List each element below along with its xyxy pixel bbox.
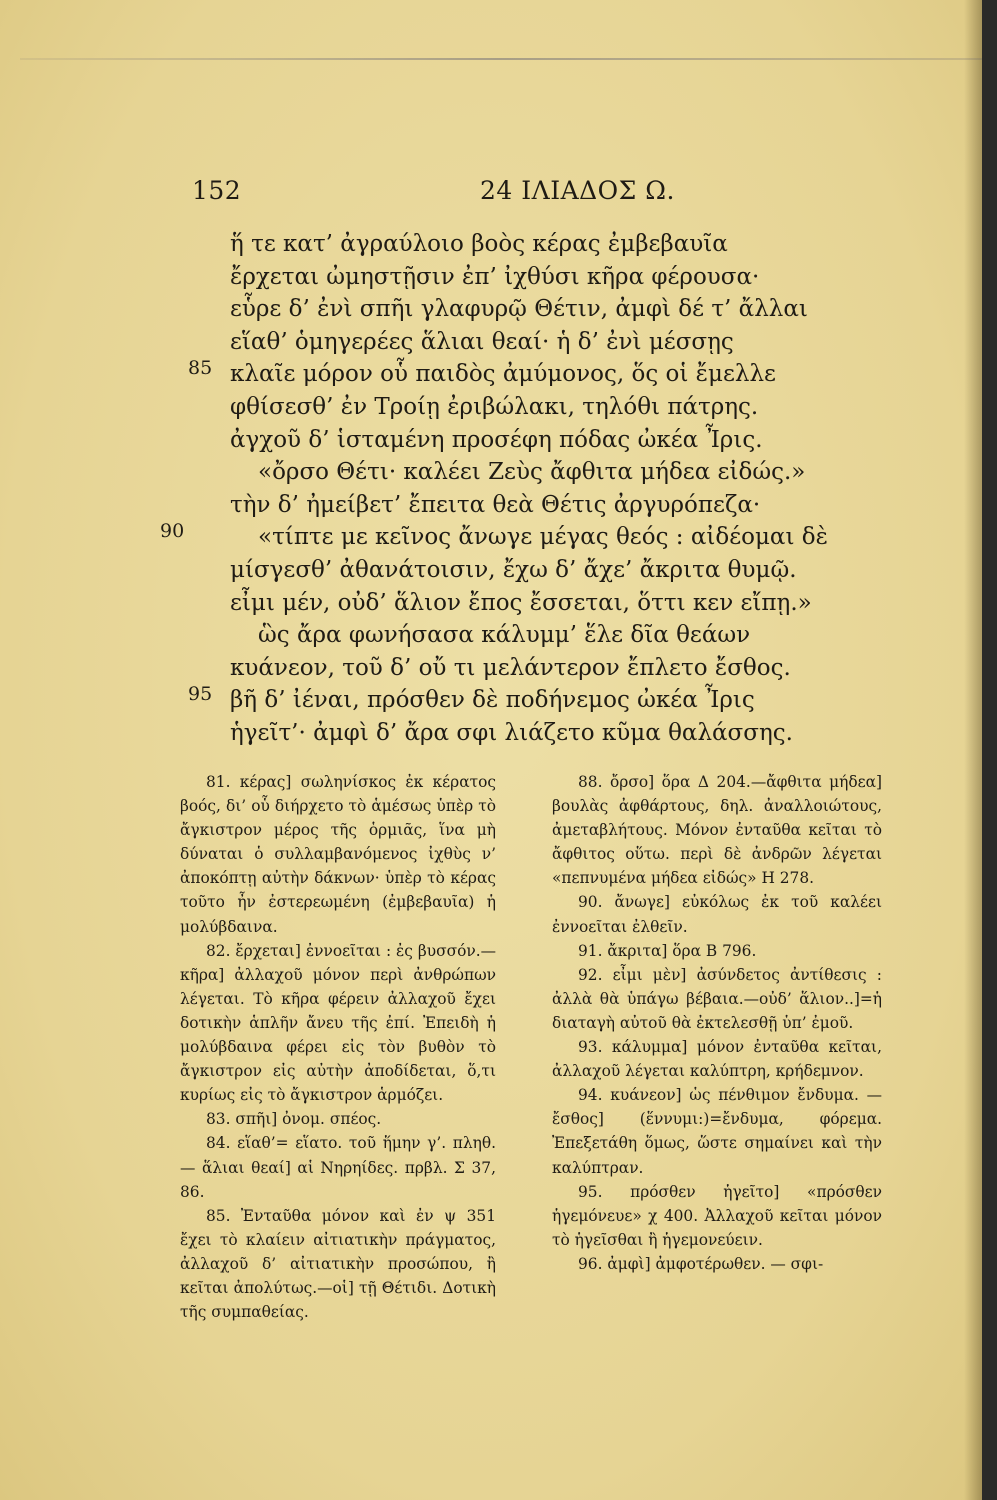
verse-line — [230, 391, 870, 424]
verse-line — [230, 717, 870, 750]
commentary-note: 92. εἶμι μὲν] ἀσύνδετος ἀντίθεσις : ἀλλὰ θὰ ὑπάγω βέβαια.—οὐδ’ ἅλιον..]=ἡ διαταγὴ αὐτοῦ θὰ ἐκτελεσθῇ ὑπ’ ἐμοῦ. — [552, 965, 882, 1032]
verse-line-text: φθίσεσθ’ ἐν Τροίῃ ἐριβώλακι, τηλόθι πάτρης. — [230, 393, 759, 420]
verse-text — [160, 228, 870, 750]
verse-line-text: βῆ δ’ ἰέναι, πρόσθεν δὲ ποδήνεμος ὠκέα Ἶρις — [230, 687, 755, 714]
verse-line — [230, 424, 870, 457]
commentary-right-column — [552, 770, 882, 1276]
line-number: 85 — [188, 357, 213, 380]
verse-line-text: εὗρε δ’ ἐνὶ σπῆι γλαφυρῷ Θέτιν, ἀμφὶ δέ τ’ ἄλλαι — [230, 296, 808, 323]
verse-line — [230, 293, 870, 326]
verse-line-text: τὴν δ’ ἠμείβετ’ ἔπειτα θεὰ Θέτις ἀργυρόπεζα· — [230, 491, 761, 518]
commentary-left-column — [180, 770, 496, 1324]
page-number: 152 — [192, 176, 242, 205]
verse-line-text: «τίπτε με κεῖνος ἄνωγε μέγας θεός : αἰδέομαι δὲ — [258, 524, 828, 551]
commentary-note: 88. ὄρσο] ὅρα Δ 204.—ἄφθιτα μήδεα] βουλὰς ἀφθάρτους, δηλ. ἀναλλοιώτους, ἀμεταβλήτους. Μόνον ἐνταῦθα κεῖται τὸ ἄφθιτος οὕτω. περὶ δὲ ἀνδρῶν λέγεται «πεπνυμένα μήδεα εἰδώς» Η 278. — [552, 773, 882, 888]
verse-line — [230, 489, 870, 522]
verse-line-text: «ὄρσο Θέτι· καλέει Ζεὺς ἄφθιτα μήδεα εἰδώς.» — [258, 459, 806, 486]
verse-line — [230, 326, 870, 359]
verse-line-text: ἔρχεται ὠμηστῇσιν ἐπ’ ἰχθύσι κῆρα φέρουσα· — [230, 263, 760, 290]
verse-line — [230, 554, 870, 587]
verse-line-text: κυάνεον, τοῦ δ’ οὔ τι μελάντερον ἔπλετο ἔσθος. — [230, 654, 791, 681]
commentary-note: 91. ἄκριτα] ὅρα Β 796. — [578, 941, 757, 960]
verse-line-text: κλαῖε μόρον οὗ παιδὸς ἀμύμονος, ὅς οἱ ἔμελλε — [230, 361, 776, 388]
verse-line — [230, 261, 870, 294]
commentary-note: 84. εἵαθ’= εἵατο. τοῦ ἥμην γ’. πληθ. — ἅλιαι θεαί] αἱ Νηρηίδες. πρβλ. Σ 37, 86. — [180, 1134, 496, 1201]
verse-line — [188, 683, 870, 717]
verse-line-text: μίσγεσθ’ ἀθανάτοισιν, ἔχω δ’ ἄχε’ ἄκριτα θυμῷ. — [230, 556, 797, 583]
verse-line — [188, 357, 870, 391]
top-edge-line — [20, 58, 982, 60]
verse-line-text: εἵαθ’ ὁμηγερέες ἅλιαι θεαί· ἡ δ’ ἐνὶ μέσσῃς — [230, 328, 734, 355]
verse-line — [230, 619, 870, 652]
running-head: 24 ΙΛΙΑΔΟΣ Ω. — [480, 176, 675, 205]
line-number: 95 — [188, 683, 213, 706]
verse-line-text: ὣς ἄρα φωνήσασα κάλυμμ’ ἕλε δῖα θεάων — [258, 622, 751, 649]
verse-line-text: εἶμι μέν, οὐδ’ ἅλιον ἔπος ἔσσεται, ὅττι κεν εἴπῃ.» — [230, 589, 812, 616]
verse-line-text: ἥ τε κατ’ ἀγραύλοιο βοὸς κέρας ἐμβεβαυῖα — [230, 231, 728, 257]
commentary-note: 96. ἀμφὶ] ἀμφοτέρωθεν. — σφι- — [578, 1254, 824, 1273]
commentary-note: 94. κυάνεον] ὡς πένθιμον ἔνδυμα. — ἔσθος] (ἕννυμι:)=ἔνδυμα, φόρεμα. Ἐπεξετάθη ὅμως, ὥστε σημαίνει καὶ τὴν καλύπτραν. — [552, 1086, 882, 1177]
commentary-note: 82. ἔρχεται] ἐννοεῖται : ἐς βυσσόν.—κῆρα] ἀλλαχοῦ μόνον περὶ ἀνθρώπων λέγεται. Τὸ κῆρα φέρειν ἀλλαχοῦ ἔχει δοτικὴν ἁπλῆν ἄνευ τῆς ἐπί. Ἐπειδὴ ἡ μολύβδαινα φέρει εἰς τὸν βυθὸν τὸ ἄγκιστρον εἰς αὐτὴν ἀποδίδεται, ὅ,τι κυρίως εἰς τὸ ἄγκιστρον ἁρμόζει. — [180, 941, 496, 1105]
verse-line — [230, 228, 870, 261]
commentary-note: 95. πρόσθεν ἡγεῖτο] «πρόσθεν ἡγεμόνευε» χ 400. Ἀλλαχοῦ κεῖται μόνον τὸ ἡγεῖσθαι ἢ ἡγεμονεύειν. — [552, 1182, 882, 1249]
commentary-note: 81. κέρας] σωληνίσκος ἐκ κέρατος βοός, δι’ οὗ διήρχετο τὸ ἁμέσως ὑπὲρ τὸ ἄγκιστρον μέρος τῆς ὁρμιᾶς, ἵνα μὴ δύναται ὁ συλλαμβανόμενος ἰχθὺς ν’ ἀποκόπτῃ αὐτὴν δάκνων· ὑπὲρ τὸ κέρας τοῦτο ἦν ἐστερεωμένη (ἐμβεβαυῖα) ἡ μολύβδαινα. — [180, 773, 496, 936]
commentary-note: 83. σπῆι] ὀνομ. σπέος. — [206, 1110, 382, 1129]
page-edge-shadow — [964, 0, 982, 1500]
verse-line-text: ἀγχοῦ δ’ ἱσταμένη προσέφη πόδας ὠκέα Ἶρις. — [230, 426, 763, 453]
verse-line — [160, 520, 870, 554]
commentary-note: 85. Ἐνταῦθα μόνον καὶ ἐν ψ 351 ἔχει τὸ κλαίειν αἰτιατικὴν πράγματος, ἀλλαχοῦ δ’ αἰτιατικὴν προσώπου, ἢ κεῖται ἀπολύτως.—οἱ] τῇ Θέτιδι. Δοτικὴ τῆς συμπαθείας. — [180, 1206, 496, 1322]
verse-line — [230, 456, 870, 489]
line-number: 90 — [160, 520, 185, 543]
verse-line-text: ἡγεῖτ’· ἀμφὶ δ’ ἄρα σφι λιάζετο κῦμα θαλάσσης. — [230, 719, 793, 746]
commentary-note: 90. ἄνωγε] εὐκόλως ἐκ τοῦ καλέει ἐννοεῖται ἐλθεῖν. — [552, 893, 882, 936]
commentary-note: 93. κάλυμμα] μόνον ἐνταῦθα κεῖται, ἀλλαχοῦ λέγεται καλύπτρη, κρήδεμνον. — [552, 1038, 882, 1081]
verse-line — [230, 652, 870, 685]
verse-line — [230, 587, 870, 620]
